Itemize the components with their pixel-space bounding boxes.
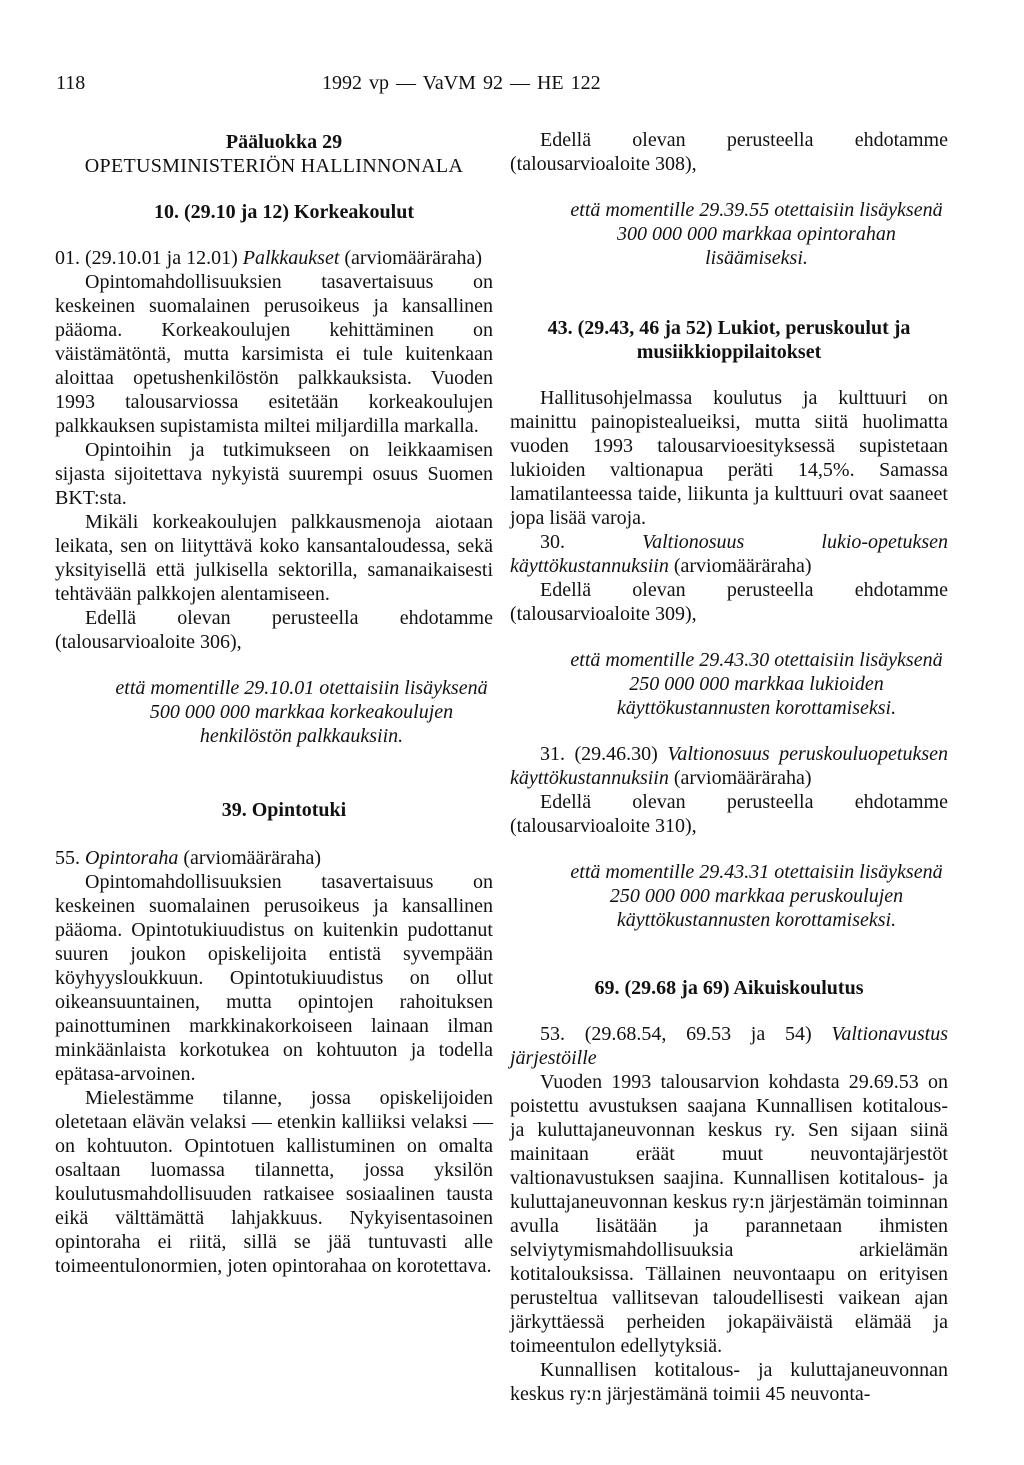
right-intro-paragraph: Edellä olevan perusteella ehdotamme (talousarvioaloite 308), [510,129,948,175]
item-30-type: (arviomääräraha) [668,555,812,577]
item-53-paragraph-2: Kunnallisen kotitalous- ja kuluttajaneuvonnan keskus ry:n järjestämänä toimii 45 neuvonta- [510,1359,948,1405]
item-01-proposal: että momentille 29.10.01 otettaisiin lisäyksenä 500 000 000 markkaa korkeakoulujen henkilöstön palkkauksiin. [115,677,488,747]
item-55-paragraph-2: Mielestämme tilanne, jossa opiskelijoiden oletetaan elävän velaksi — etenkin kalliiksi velaksi — on kohtuuton. Opintotuen kallistuminen on omalta osaltaan luomassa tilannetta, jossa yksilön koulutusmahdollisuuden ratkaisee sosiaalinen tausta eikä välttämättä lahjakkuus. Nykyisentasoinen opintoraha ei riitä, sillä se jää tuntuvasti alle toimeentulonormien, joten opintorahaa on korotettava. [55,1087,493,1277]
item-01-paragraph-1: Opintomahdollisuuksien tasavertaisuus on keskeinen suomalainen perusoikeus ja kansallinen pääoma. Korkeakoulujen kehittäminen on väistämätöntä, mutta karsimista ei tule kuitenkaan aloittaa opetushenkilöstön palkkauksista. Vuoden 1993 talousarviossa esitetään korkeakoulujen palkkauksen supistamista miltei miljardilla markalla. [55,271,493,437]
item-30-proposal: että momentille 29.43.30 otettaisiin lisäyksenä 250 000 000 markkaa lukioiden käyttökustannusten korottamiseksi. [570,649,943,719]
page-number: 118 [56,72,86,94]
item-55-type: (arviomääräraha) [178,847,322,869]
item-01-name: Palkkaukset [242,247,340,269]
item-55-number: 55. [55,847,85,869]
main-class-heading: Pääluokka 29 [225,131,343,153]
section-43-heading: 43. (29.43, 46 ja 52) Lukiot, peruskoulut ja musiikkioppilaitokset [547,317,911,363]
item-31-paragraph: Edellä olevan perusteella ehdotamme (talousarvioaloite 310), [510,791,948,837]
ministry-heading: OPETUSMINISTERIÖN HALLINNONALA [84,155,464,177]
section-39-heading: 39. Opintotuki [221,799,347,821]
item-55-paragraph-1: Opintomahdollisuuksien tasavertaisuus on keskeinen suomalainen perusoikeus ja kansallinen pääoma. Opintotukiuudistus on kuitenkin pudottanut suuren joukon opiskelijoita entistä syvempään köyhyysloukkuun. Opintotukiuudistus on ollut oikeansuuntainen, mutta opintojen rahoituksen painottuminen markkinakorkoiseen lainaan ilman minkäänlaista korkotukea on kohtuuton ja todella epätasa-arvoinen. [55,871,493,1085]
item-30-name: Valtionosuus lukio-opetuksen käyttökustannuksiin [510,531,949,577]
item-53-name: Valtionavustus järjestöille [510,1023,948,1069]
section-10-heading: 10. (29.10 ja 12) Korkeakoulut [154,201,414,223]
item-55-heading [55,846,493,870]
item-30-heading [510,530,948,578]
item-31-number: 31. (29.46.30) [540,743,668,765]
item-30-paragraph: Edellä olevan perusteella ehdotamme (talousarvioaloite 309), [510,579,948,625]
item-01-paragraph-2: Opintoihin ja tutkimukseen on leikkaamisen sijasta sijoitettava nykyistä suurempi osuus Suomen BKT:sta. [55,439,493,509]
item-39-55-proposal: että momentille 29.39.55 otettaisiin lisäyksenä 300 000 000 markkaa opintorahan lisäämiseksi. [570,199,943,269]
item-01-number: 01. (29.10.01 ja 12.01) [55,247,243,269]
item-31-name: Valtionosuus peruskouluopetuksen käyttökustannuksiin [510,743,948,789]
item-30-number: 30. [540,531,643,553]
section-69-heading: 69. (29.68 ja 69) Aikuiskoulutus [594,977,864,999]
item-01-type: (arviomääräraha) [339,247,483,269]
item-01-heading [55,246,493,270]
item-31-heading [510,742,948,790]
item-53-paragraph-1: Vuoden 1993 talousarvion kohdasta 29.69.53 on poistettu avustuksen saajana Kunnallisen kotitalous- ja kuluttajaneuvonnan keskus ry. Sen sijaan siinä mainitaan eräät muut neuvontajärjestöt valtionavustuksen saajina. Kunnallisen kotitalous- ja kuluttajaneuvonnan keskus ry:n järjestämän toiminnan avulla lisätään ja parannetaan ihmisten selviytymismahdollisuuksia arkielämän kotitalouksissa. Tällainen neuvontaapu on erityisen perusteltua vallitsevan taloudellisesti vaikean ajan järkyttäessä perheiden jokapäiväistä elämää ja toimeentulon edellytyksiä. [510,1071,948,1357]
left-column [55,128,493,1278]
item-01-paragraph-4: Edellä olevan perusteella ehdotamme (talousarvioaloite 306), [55,607,493,653]
item-53-number: 53. (29.68.54, 69.53 ja 54) [540,1023,832,1045]
item-53-heading [510,1022,948,1070]
item-01-paragraph-3: Mikäli korkeakoulujen palkkausmenoja aiotaan leikata, sen on liityttävä koko kansantaloudessa, sekä yksityisellä että julkisella sektorilla, samanaikaisesti tehtävään palkkojen alentamiseen. [55,511,493,605]
running-title: 1992 vp — VaVM 92 — HE 122 [322,72,601,94]
item-55-name: Opintoraha [85,847,179,869]
right-column [510,128,948,1406]
item-31-proposal: että momentille 29.43.31 otettaisiin lisäyksenä 250 000 000 markkaa peruskoulujen käyttökustannusten korottamiseksi. [570,861,943,931]
section-43-paragraph: Hallitusohjelmassa koulutus ja kulttuuri on mainittu painopistealueiksi, mutta siitä huolimatta vuoden 1993 talousarvioesityksessä supistetaan lukioiden valtionapua peräti 14,5%. Samassa lamatilanteessa taide, liikunta ja kulttuuri ovat saaneet jopa lisää varoja. [510,387,948,529]
item-31-type: (arviomääräraha) [668,767,812,789]
